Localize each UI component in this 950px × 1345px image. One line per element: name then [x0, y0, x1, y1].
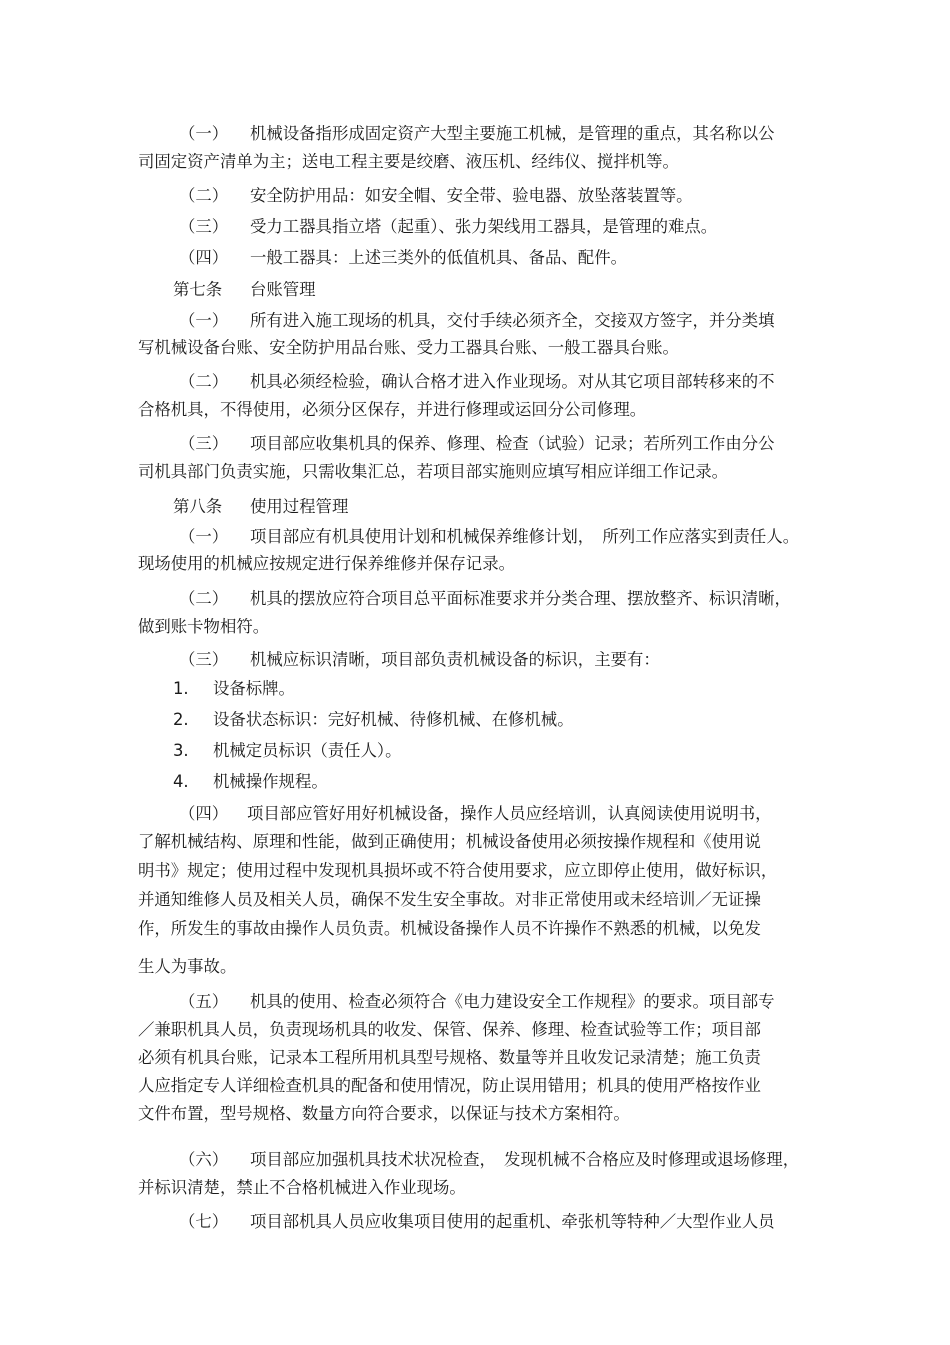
item-marker: （一）: [179, 124, 229, 143]
paragraph-line: [179, 526, 799, 548]
paragraph-line: [179, 1211, 775, 1233]
item-marker: （四）: [179, 804, 229, 823]
paragraph-line: [138, 1075, 761, 1097]
item-marker: （七）: [179, 1212, 229, 1231]
line-text: 作，所发生的事故由操作人员负责。机械设备操作人员不许操作不熟悉的机械，以免发: [138, 919, 761, 938]
list-item-text: 设备标牌。: [213, 679, 295, 698]
list-number: 4.: [173, 772, 189, 791]
line-text: ／兼职机具人员，负责现场机具的收发、保管、保养、修理、检查试验等工作；项目部: [138, 1020, 761, 1039]
list-item: [173, 709, 574, 731]
paragraph-line: [179, 991, 775, 1013]
line-text: 并通知维修人员及相关人员，确保不发生安全事故。对非正常使用或未经培训／无证操: [138, 890, 761, 909]
paragraph-line: [138, 956, 236, 978]
article-heading: [173, 496, 348, 518]
paragraph-line: [179, 588, 791, 610]
item-marker: （五）: [179, 992, 229, 1011]
paragraph-line: [138, 616, 269, 638]
item-marker: （一）: [179, 311, 229, 330]
paragraph-line: [138, 860, 777, 882]
list-item-text: 设备状态标识：完好机械、待修机械、在修机械。: [213, 710, 574, 729]
line-text: 机械应标识清晰，项目部负责机械设备的标识，主要有：: [250, 650, 660, 669]
item-marker: （二）: [179, 589, 229, 608]
article-title: 使用过程管理: [250, 497, 349, 516]
line-text: 安全防护用品：如安全帽、安全带、验电器、放坠落装置等。: [250, 186, 693, 205]
line-text: 生人为事故。: [138, 957, 237, 976]
item-marker: （四）: [179, 248, 229, 267]
line-text: 机具的摆放应符合项目总平面标准要求并分类合理、摆放整齐、标识清晰，: [250, 589, 791, 608]
list-number: 1.: [173, 679, 189, 698]
paragraph-line: [138, 337, 679, 359]
paragraph-line: [179, 247, 627, 269]
paragraph-line: [138, 1177, 466, 1199]
line-text: 机具必须经检验，确认合格才进入作业现场。对从其它项目部转移来的不: [250, 372, 775, 391]
paragraph-line: [179, 1149, 799, 1171]
article-title: 台账管理: [250, 280, 316, 299]
line-text: 项目部应收集机具的保养、修理、检查（试验）记录；若所列工作由分公: [250, 434, 775, 453]
paragraph-line: [138, 918, 761, 940]
list-number: 2.: [173, 710, 189, 729]
paragraph-line: [179, 216, 717, 238]
item-marker: （三）: [179, 434, 229, 453]
line-text: 了解机械结构、原理和性能，做到正确使用；机械设备使用必须按操作规程和《使用说: [138, 832, 761, 851]
line-text: 文件布置，型号规格、数量方向符合要求，以保证与技术方案相符。: [138, 1104, 630, 1123]
paragraph-line: [138, 1047, 761, 1069]
paragraph-line: [179, 371, 775, 393]
line-text: 做到账卡物相符。: [138, 617, 270, 636]
article-heading: [173, 279, 316, 301]
paragraph-line: [138, 889, 761, 911]
article-number: 第七条: [173, 280, 223, 299]
paragraph-line: [179, 123, 775, 145]
paragraph-line: [179, 433, 775, 455]
paragraph-line: [179, 310, 775, 332]
line-text: 项目部应有机具使用计划和机械保养维修计划， 所列工作应落实到责任人。: [250, 527, 800, 546]
line-text: 机具的使用、检查必须符合《电力建设安全工作规程》的要求。项目部专: [250, 992, 775, 1011]
paragraph-line: [138, 399, 646, 421]
paragraph-line: [138, 831, 761, 853]
paragraph-line: [138, 1019, 761, 1041]
line-text: 项目部机具人员应收集项目使用的起重机、牵张机等特种／大型作业人员: [250, 1212, 775, 1231]
list-item: [173, 678, 295, 700]
line-text: 一般工器具：上述三类外的低值机具、备品、配件。: [250, 248, 627, 267]
line-text: 现场使用的机械应按规定进行保养维修并保存记录。: [138, 554, 515, 573]
list-item-text: 机械操作规程。: [213, 772, 328, 791]
paragraph-line: [179, 803, 772, 825]
paragraph-line: [138, 1103, 630, 1125]
paragraph-line: [138, 553, 515, 575]
paragraph-line: [179, 185, 693, 207]
article-number: 第八条: [173, 497, 223, 516]
paragraph-line: [138, 151, 679, 173]
paragraph-line: [179, 649, 660, 671]
line-text: 项目部应管好用好机械设备，操作人员应经培训，认真阅读使用说明书，: [247, 804, 772, 823]
line-text: 机械设备指形成固定资产大型主要施工机械，是管理的重点，其名称以公: [250, 124, 775, 143]
line-text: 必须有机具台账，记录本工程所用机具型号规格、数量等并且收发记录清楚；施工负责: [138, 1048, 761, 1067]
item-marker: （二）: [179, 372, 229, 391]
line-text: 人应指定专人详细检查机具的配备和使用情况，防止误用错用；机具的使用严格按作业: [138, 1076, 761, 1095]
item-marker: （三）: [179, 217, 229, 236]
line-text: 司机具部门负责实施，只需收集汇总，若项目部实施则应填写相应详细工作记录。: [138, 462, 729, 481]
line-text: 项目部应加强机具技术状况检查， 发现机械不合格应及时修理或退场修理，: [250, 1150, 800, 1169]
line-text: 写机械设备台账、安全防护用品台账、受力工器具台账、一般工器具台账。: [138, 338, 679, 357]
item-marker: （六）: [179, 1150, 229, 1169]
item-marker: （二）: [179, 186, 229, 205]
list-item: [173, 740, 402, 762]
line-text: 明书》规定；使用过程中发现机具损坏或不符合使用要求，应立即停止使用，做好标识，: [138, 861, 778, 880]
line-text: 司固定资产清单为主；送电工程主要是绞磨、液压机、经纬仪、搅拌机等。: [138, 152, 679, 171]
list-number: 3.: [173, 741, 189, 760]
list-item-text: 机械定员标识（责任人）。: [213, 741, 402, 760]
line-text: 合格机具，不得使用，必须分区保存，并进行修理或运回分公司修理。: [138, 400, 647, 419]
item-marker: （三）: [179, 650, 229, 669]
line-text: 并标识清楚，禁止不合格机械进入作业现场。: [138, 1178, 466, 1197]
list-item: [173, 771, 328, 793]
paragraph-line: [138, 461, 728, 483]
item-marker: （一）: [179, 527, 229, 546]
line-text: 所有进入施工现场的机具，交付手续必须齐全，交接双方签字，并分类填: [250, 311, 775, 330]
line-text: 受力工器具指立塔（起重）、张力架线用工器具，是管理的难点。: [250, 217, 718, 236]
